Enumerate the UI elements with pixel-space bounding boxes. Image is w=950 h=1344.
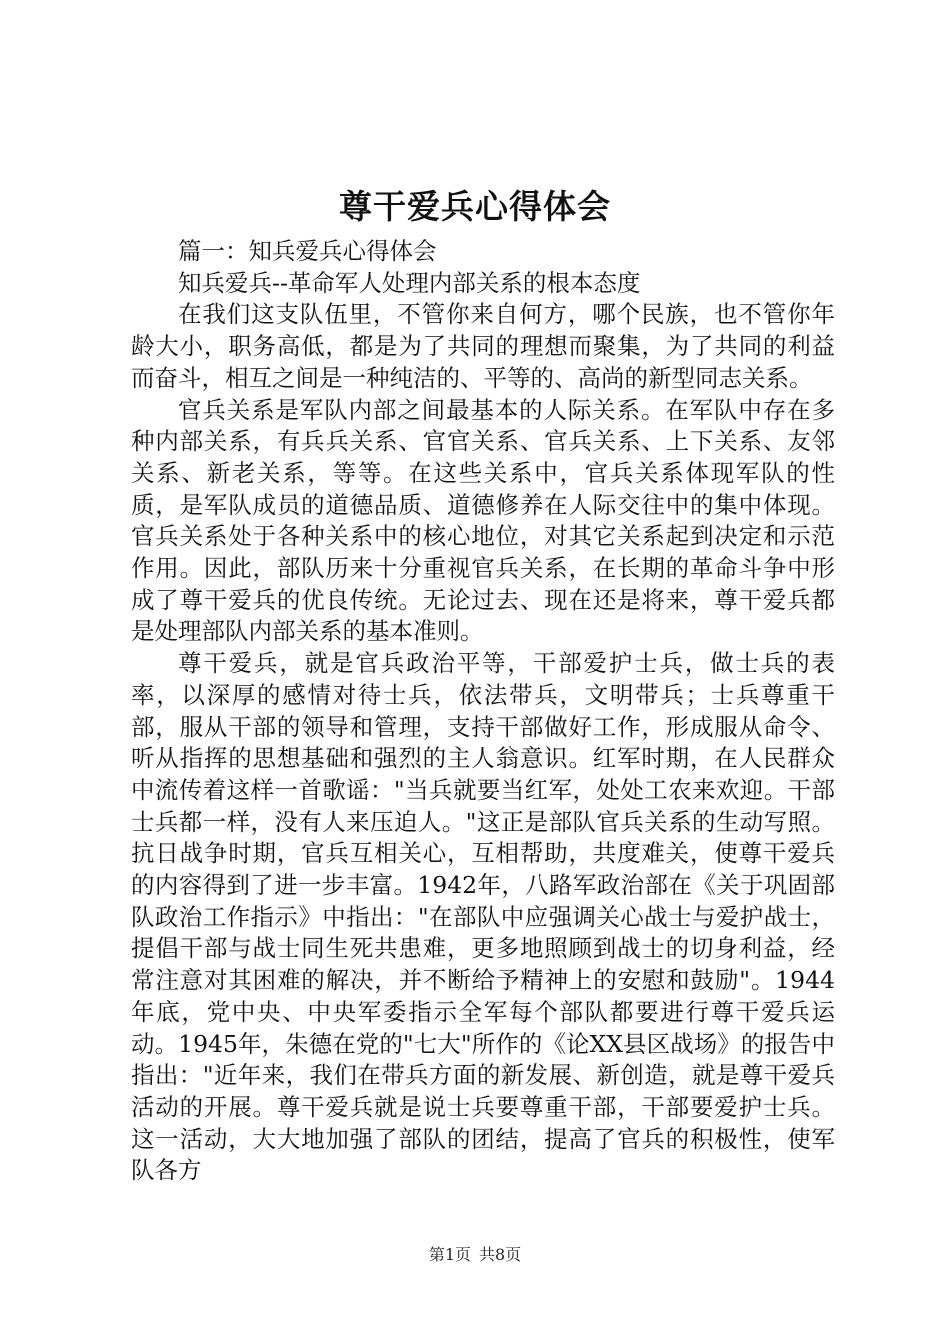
page-number: 第1页 [428,1245,471,1264]
page-footer [0,1244,950,1266]
body-paragraph: 官兵关系是军队内部之间最基本的人际关系。在军队中存在多种内部关系，有兵兵关系、官官关系、官兵关系、上下关系、友邻关系、新老关系，等等。在这些关系中，官兵关系体现军队的性质，是军队成员的道德品质、道德修养在人际交往中的集中体现。官兵关系处于各种关系中的核心地位，对其它关系起到决定和示范作用。因此，部队历来十分重视官兵关系，在长期的革命斗争中形成了尊干爱兵的优良传统。无论过去、现在还是将来，尊干爱兵都是处理部队内部关系的基本准则。 [131,395,835,646]
page-total: 共8页 [479,1245,522,1264]
section-subtitle: 知兵爱兵--革命军人处理内部关系的根本态度 [178,268,641,297]
body-paragraph: 尊干爱兵，就是官兵政治平等，干部爱护士兵，做士兵的表率，以深厚的感情对待士兵，依法带兵，文明带兵；士兵尊重干部，服从干部的领导和管理，支持干部做好工作，形成服从命令、听从指挥的思想基础和强烈的主人翁意识。红军时期，在人民群众中流传着这样一首歌谣："当兵就要当红军，处处工农来欢迎。干部士兵都一样，没有人来压迫人。"这正是部队官兵关系的生动写照。抗日战争时期，官兵互相关心，互相帮助，共度难关，使尊干爱兵的内容得到了进一步丰富。1942年，八路军政治部在《关于巩固部队政治工作指示》中指出："在部队中应强调关心战士与爱护战士，提倡干部与战士同生死共患难，更多地照顾到战士的切身利益，经常注意对其困难的解决，并不断给予精神上的安慰和鼓励"。1944年底，党中央、中央军委指示全军每个部队都要进行尊干爱兵运动。1945年，朱德在党的"七大"所作的《论XX县区战场》的报告中指出："近年来，我们在带兵方面的新发展、新创造，就是尊干爱兵活动的开展。尊干爱兵就是说士兵要尊重干部，干部要爱护士兵。这一活动，大大地加强了部队的团结，提高了官兵的积极性，使军队各方 [131,649,835,1185]
document-body [131,236,835,1187]
section-heading: 篇一：知兵爱兵心得体会 [178,237,437,265]
body-paragraph: 在我们这支队伍里，不管你来自何方，哪个民族，也不管你年龄大小，职务高低，都是为了共同的理想而聚集，为了共同的利益而奋斗，相互之间是一种纯洁的、平等的、高尚的新型同志关系。 [131,300,835,392]
document-title: 尊干爱兵心得体会 [339,187,611,226]
